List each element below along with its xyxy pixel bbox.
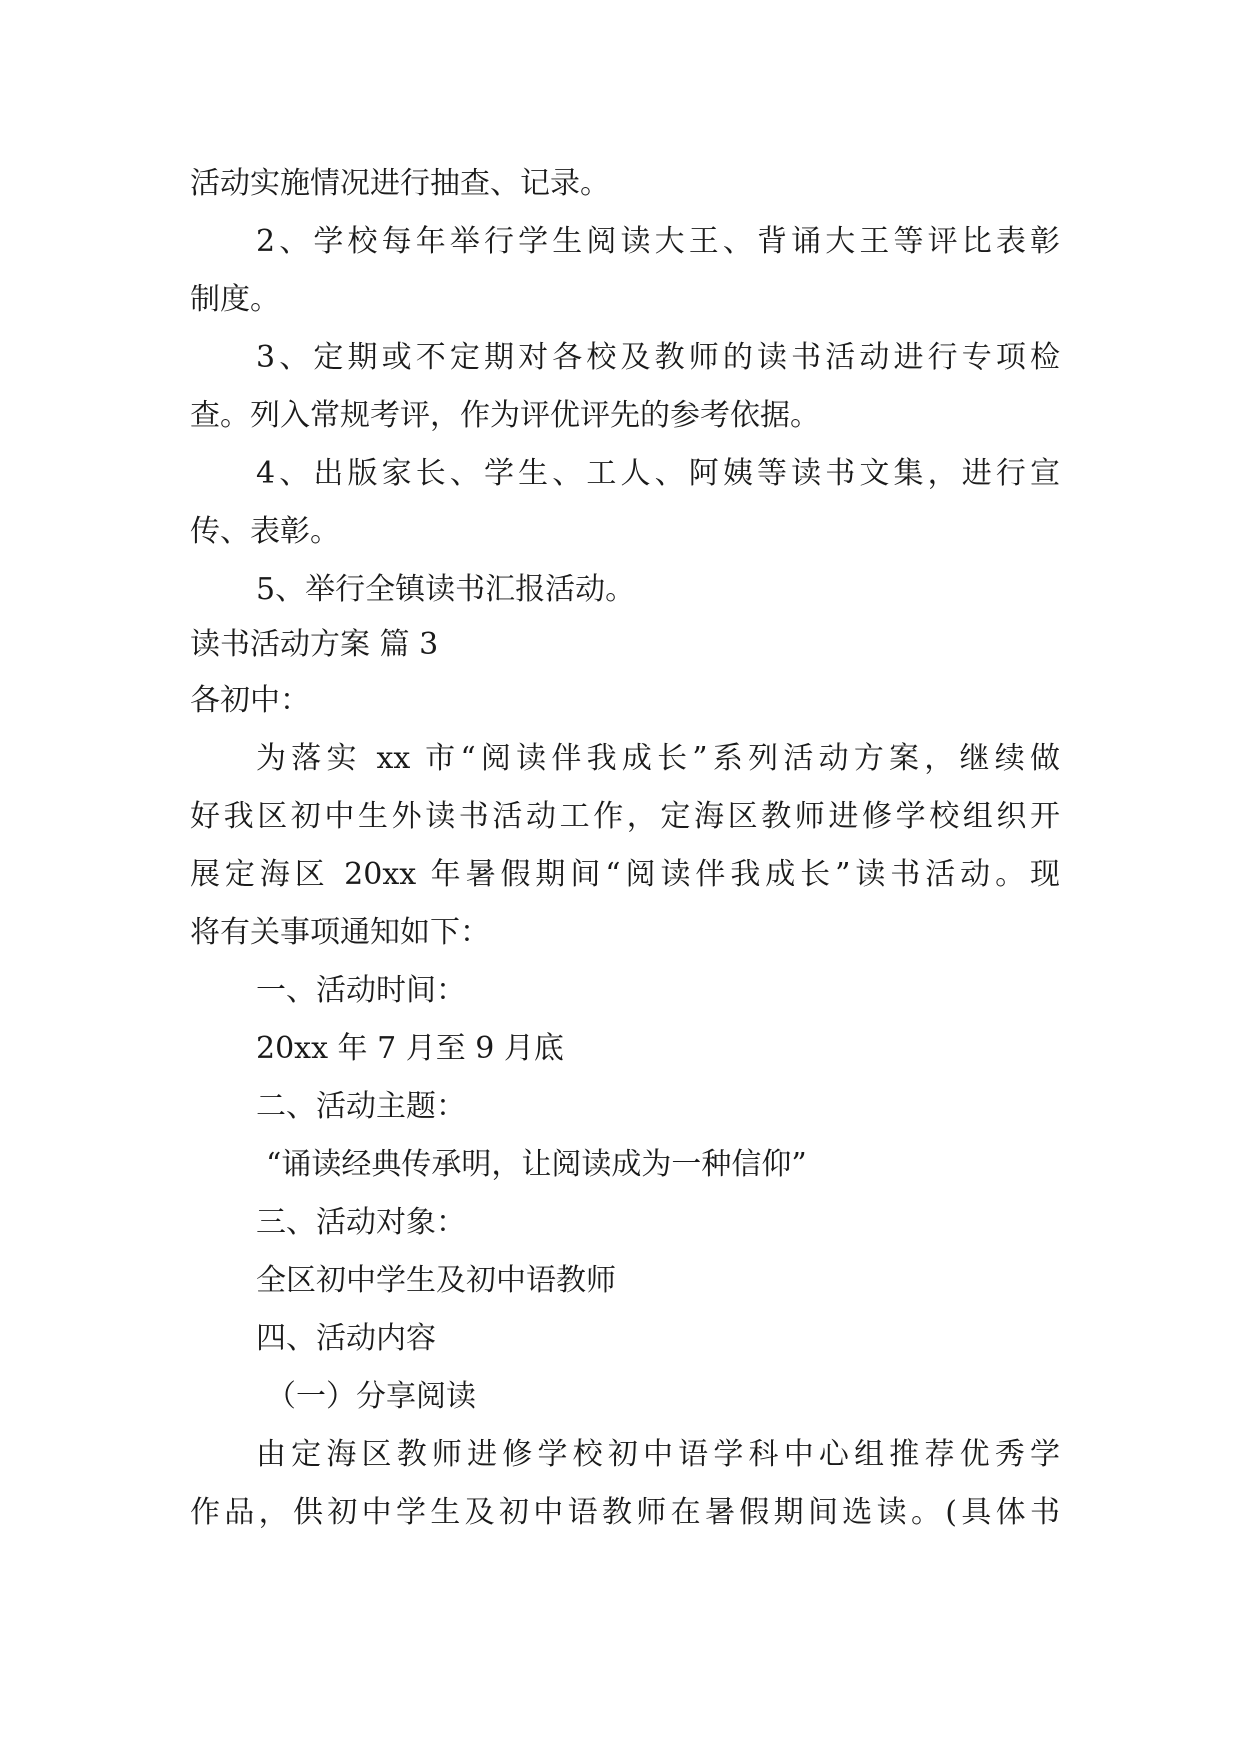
section-heading: 读书活动方案 篇 3 xyxy=(190,627,439,662)
paragraph-line: 20xx 年 7 月至 9 月底 xyxy=(256,1031,564,1066)
paragraph-line: 作品，供初中学生及初中语教师在暑假期间选读。(具体书 xyxy=(190,1495,1060,1530)
list-heading: 二、活动主题： xyxy=(256,1089,466,1124)
paragraph-line: 好我区初中生外读书活动工作，定海区教师进修学校组织开 xyxy=(190,799,1060,834)
sub-heading: （一）分享阅读 xyxy=(266,1379,476,1414)
list-heading: 四、活动内容 xyxy=(256,1321,436,1356)
paragraph-line: 制度。 xyxy=(190,282,280,317)
paragraph-line: 将有关事项通知如下： xyxy=(190,915,490,950)
paragraph-line: 展定海区 20xx 年暑假期间“阅读伴我成长”读书活动。现 xyxy=(190,857,1060,892)
paragraph-line: 查。列入常规考评，作为评优评先的参考依据。 xyxy=(190,398,820,433)
paragraph-line: 5、举行全镇读书汇报活动。 xyxy=(256,572,636,607)
salutation: 各初中： xyxy=(190,683,310,718)
paragraph-line: 由定海区教师进修学校初中语学科中心组推荐优秀学 xyxy=(256,1437,1060,1472)
paragraph-line: 4、出版家长、学生、工人、阿姨等读书文集，进行宣 xyxy=(256,456,1060,491)
paragraph-line: 传、表彰。 xyxy=(190,514,340,549)
paragraph-line: “诵读经典传承明，让阅读成为一种信仰” xyxy=(266,1147,807,1182)
list-heading: 三、活动对象： xyxy=(256,1205,466,1240)
paragraph-line: 3、定期或不定期对各校及教师的读书活动进行专项检 xyxy=(256,340,1060,375)
paragraph-line: 为落实 xx 市“阅读伴我成长”系列活动方案，继续做 xyxy=(256,741,1060,776)
paragraph-line: 全区初中学生及初中语教师 xyxy=(256,1263,616,1298)
paragraph-line: 2、学校每年举行学生阅读大王、背诵大王等评比表彰 xyxy=(256,224,1060,259)
paragraph-line: 活动实施情况进行抽查、记录。 xyxy=(190,166,610,201)
list-heading: 一、活动时间： xyxy=(256,973,466,1008)
